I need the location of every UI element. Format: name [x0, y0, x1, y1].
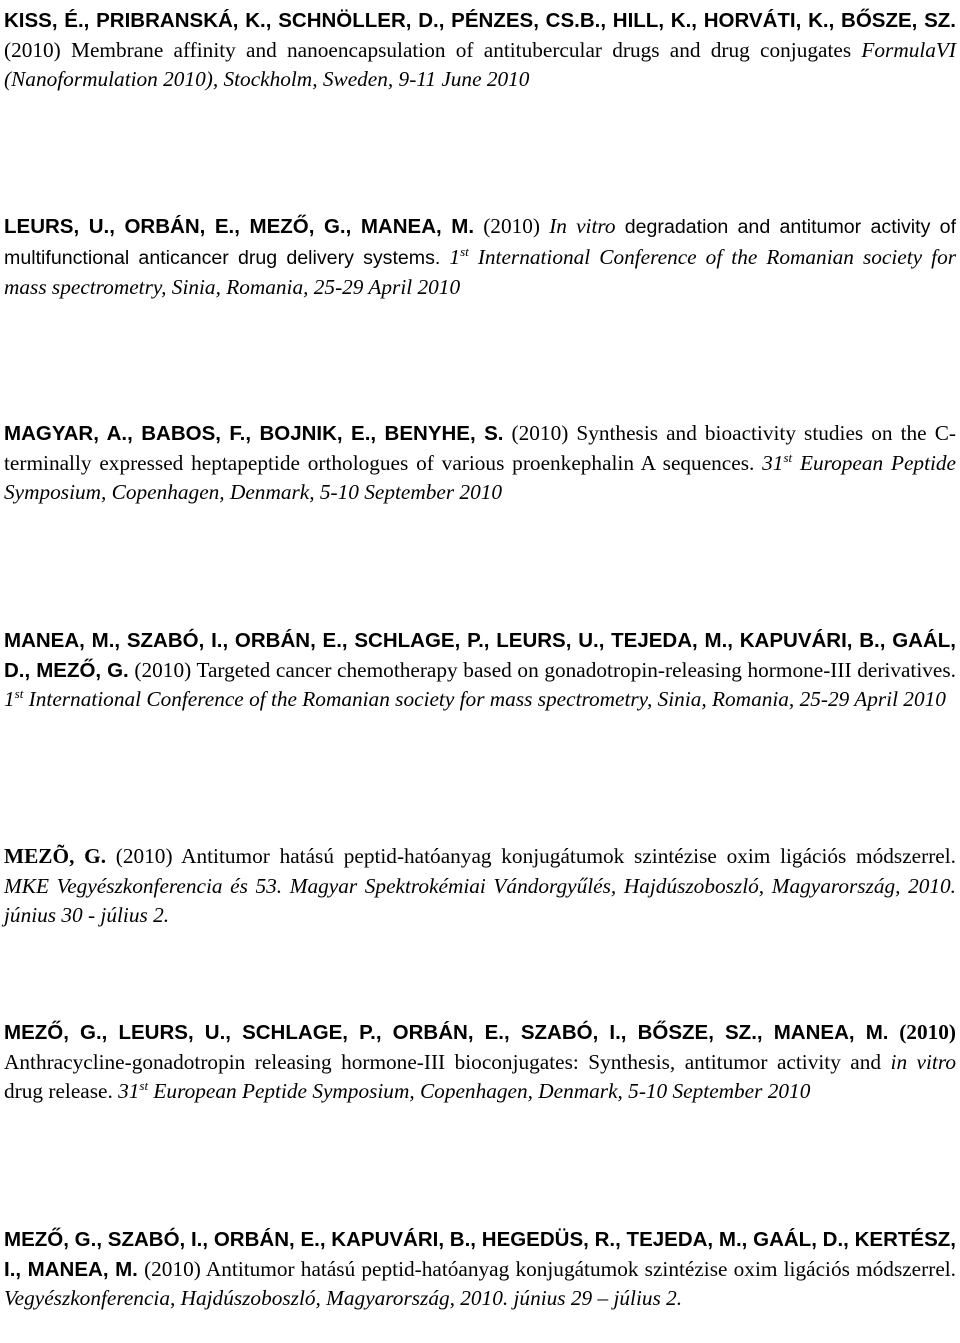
- entry-year: (2010): [899, 1020, 956, 1044]
- entry-year: (2010): [144, 1256, 201, 1281]
- entry-venue: International Conference of the Romanian society for mass spectrometry, Sinia, Romania, 25-29 April 2010: [4, 244, 957, 300]
- entry-year: (2010): [134, 657, 192, 682]
- publication-entry: [4, 1225, 956, 1314]
- entry-venue: Vegyészkonferencia, Hajdúszoboszló, Magyarország, 2010. június 29 – július 2.: [4, 1286, 683, 1311]
- entry-venue-number: 1: [449, 244, 461, 269]
- entry-title-continued: drug release.: [4, 1079, 113, 1104]
- entry-venue-number: 31: [118, 1079, 140, 1104]
- entry-authors: MEZÕ, G.: [4, 844, 107, 868]
- entry-venue-number: 31: [762, 450, 784, 475]
- publication-entry: [4, 626, 956, 715]
- entry-title: degradation and antitumor activity of multifunctional anticancer drug delivery systems.: [4, 216, 957, 269]
- entry-title-italic: in vitro: [890, 1049, 956, 1074]
- entry-venue-number: 1: [4, 687, 15, 712]
- entry-venue: European Peptide Symposium, Copenhagen, Denmark, 5-10 September 2010: [4, 450, 957, 505]
- entry-year: (2010): [511, 421, 569, 445]
- entry-venue-ordinal: st: [139, 1078, 149, 1094]
- publication-entry: [4, 6, 956, 95]
- entry-venue: MKE Vegyészkonferencia és 53. Magyar Spektrokémiai Vándorgyűlés, Hajdúszoboszló, Magyarország, 2010. június 30 - július 2.: [4, 873, 956, 928]
- publication-entry: [4, 212, 956, 303]
- entry-venue: European Peptide Symposium, Copenhagen, Denmark, 5-10 September 2010: [153, 1079, 811, 1104]
- entry-venue-ordinal: st: [460, 243, 469, 259]
- entry-title: Membrane affinity and nanoencapsulation of antitubercular drugs and drug conjugates: [71, 37, 852, 62]
- entry-title-italic: In vitro: [549, 214, 616, 238]
- entry-year: (2010): [115, 844, 173, 868]
- entry-year: (2010): [4, 37, 61, 62]
- publication-entry: [4, 419, 956, 508]
- entry-authors: KISS, É., PRIBRANSKÁ, K., SCHNÖLLER, D., PÉNZES, CS.B., HILL, K., HORVÁTI, K., BŐSZE, SZ.: [4, 9, 956, 32]
- entry-venue: FormulaVI (Nanoformulation 2010), Stockholm, Sweden, 9-11 June 2010: [4, 37, 957, 92]
- entry-authors: MEZŐ, G., LEURS, U., SCHLAGE, P., ORBÁN, E., SZABÓ, I., BŐSZE, SZ., MANEA, M.: [4, 1021, 889, 1044]
- entry-authors: MANEA, M., SZABÓ, I., ORBÁN, E., SCHLAGE, P., LEURS, U., TEJEDA, M., KAPUVÁRI, B., GAÁL, D., MEZŐ, G.: [4, 629, 956, 682]
- entry-venue: International Conference of the Romanian society for mass spectrometry, Sinia, Romania, 25-29 April 2010: [28, 687, 946, 712]
- entry-title: Targeted cancer chemotherapy based on gonadotropin-releasing hormone-III derivatives.: [196, 657, 956, 682]
- entry-authors: MAGYAR, A., BABOS, F., BOJNIK, E., BENYHE, S.: [4, 422, 504, 445]
- entry-authors: MEZŐ, G., SZABÓ, I., ORBÁN, E., KAPUVÁRI, B., HEGEDÜS, R., TEJEDA, M., GAÁL, D., KERTÉSZ, I., MANEA, M.: [4, 1228, 956, 1281]
- entry-venue-ordinal: st: [783, 449, 793, 465]
- publication-entry: [4, 1018, 956, 1107]
- entry-year: (2010): [483, 214, 540, 238]
- entry-title: Antitumor hatású peptid-hatóanyag konjugátumok szintézise oxim ligációs módszerrel.: [205, 1256, 957, 1281]
- entry-title: Anthracycline-gonadotropin releasing hormone-III bioconjugates: Synthesis, antitumor activity and: [4, 1049, 882, 1074]
- entry-title: Synthesis and bioactivity studies on the C-terminally expressed heptapeptide orthologues of various proenkephalin A sequences.: [4, 421, 956, 475]
- publication-entry: [4, 842, 956, 931]
- entry-venue-ordinal: st: [14, 686, 24, 702]
- entry-title: Antitumor hatású peptid-hatóanyag konjugátumok szintézise oxim ligációs módszerrel.: [181, 844, 956, 868]
- entry-authors: LEURS, U., ORBÁN, E., MEZŐ, G., MANEA, M.: [4, 215, 475, 238]
